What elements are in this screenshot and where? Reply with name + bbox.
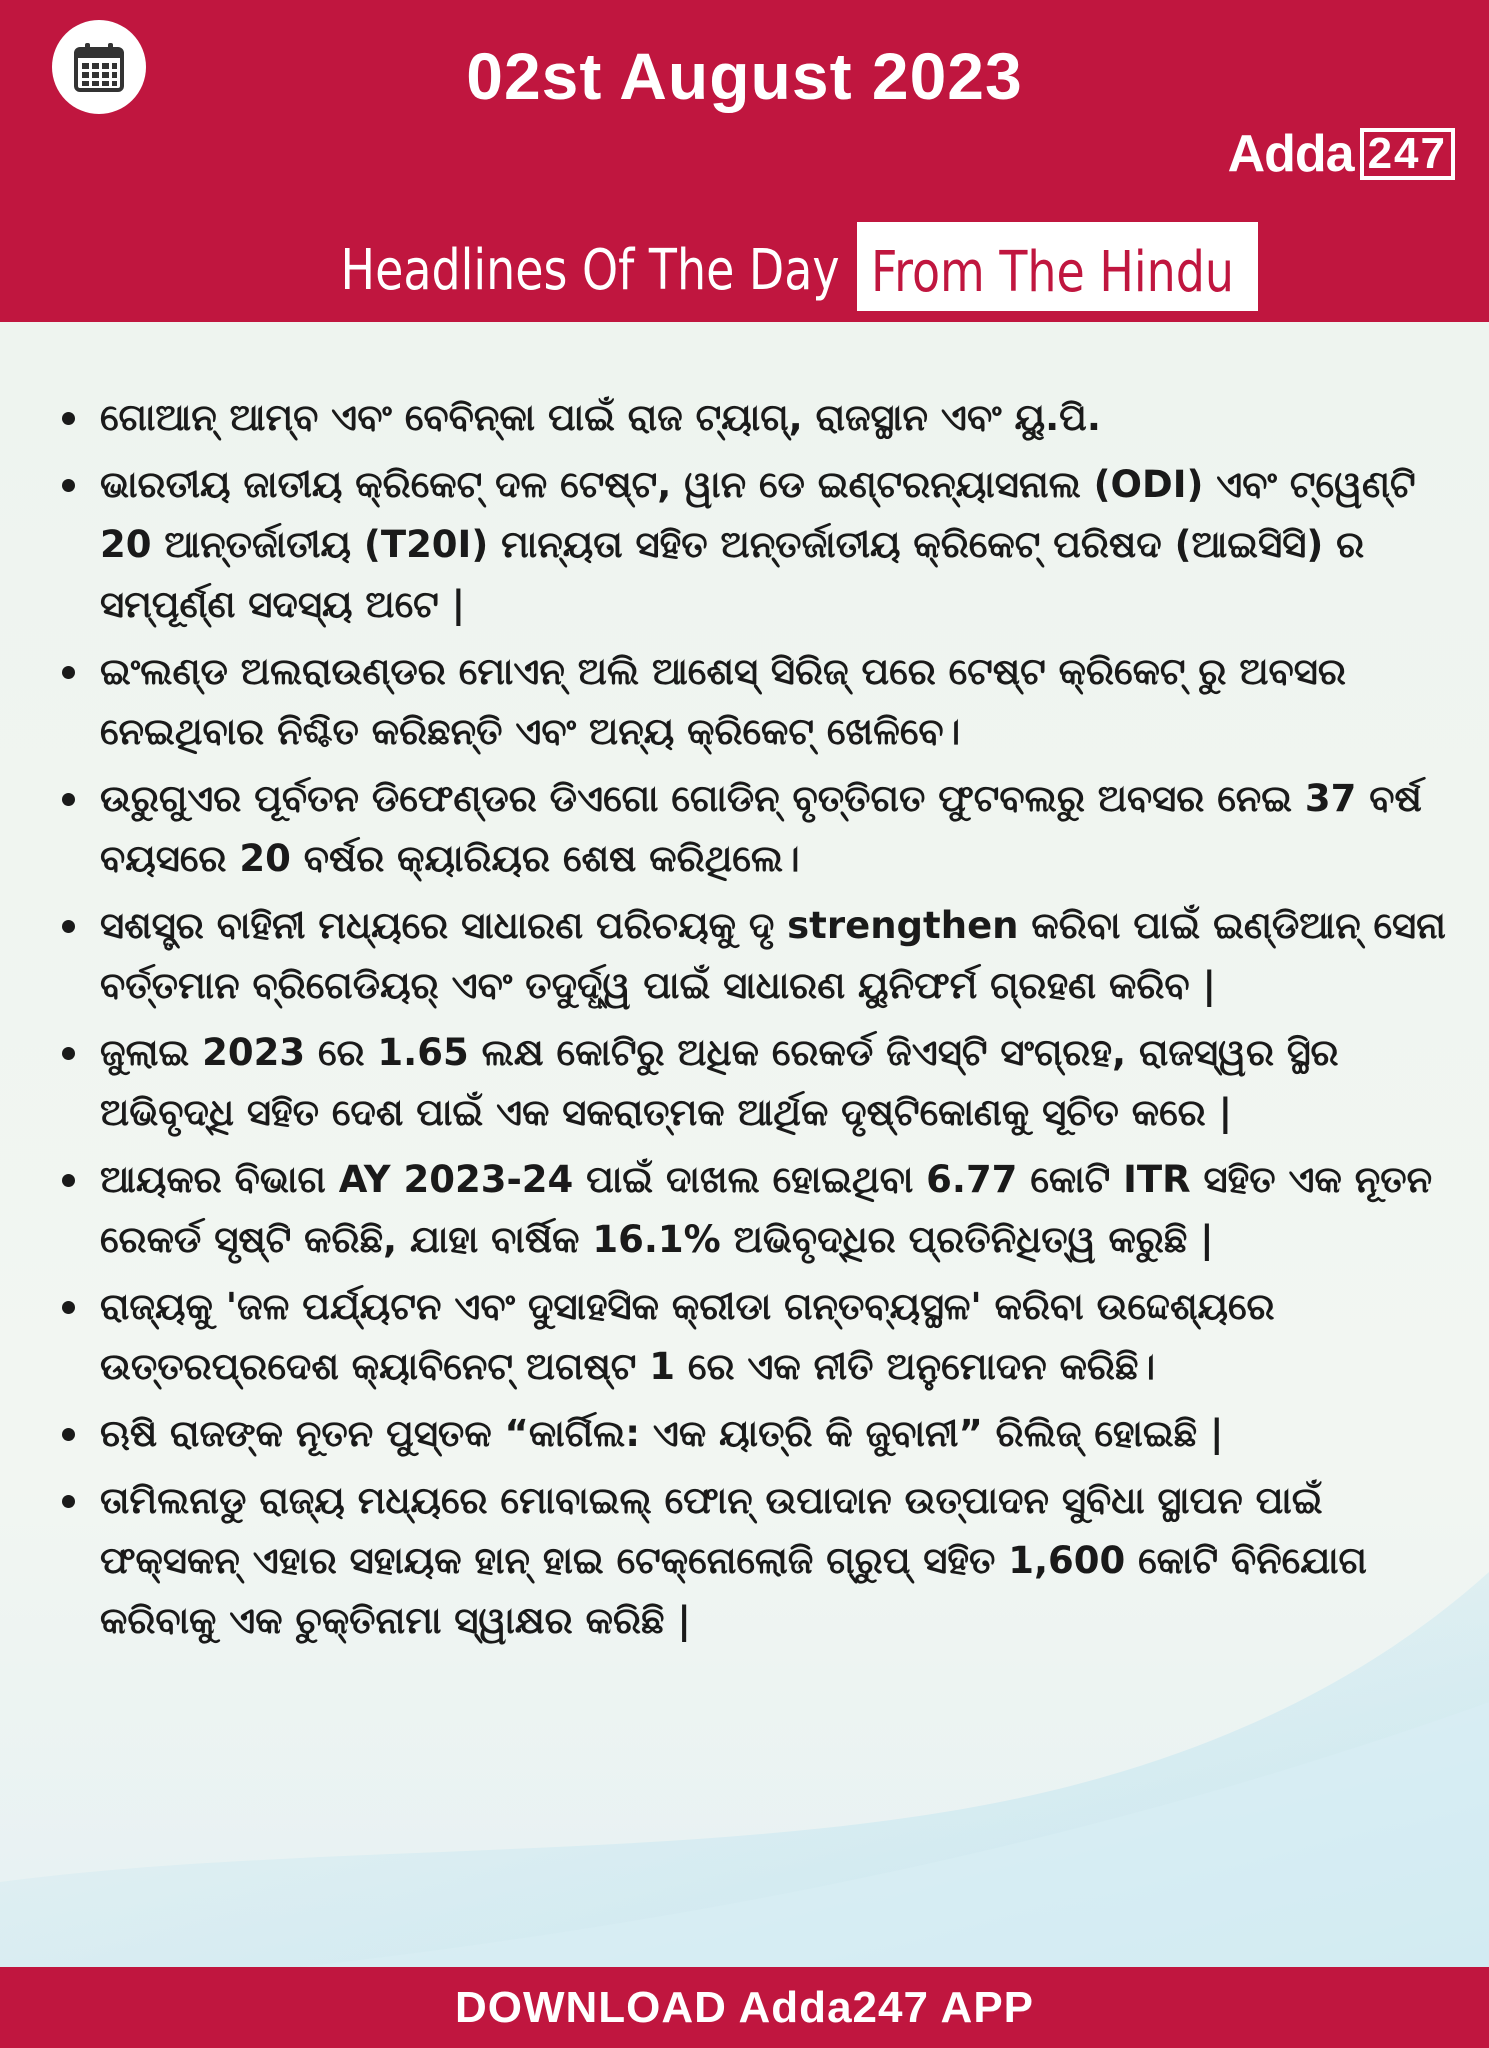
adda247-logo — [1228, 126, 1455, 182]
source-badge — [857, 222, 1258, 311]
list-item: ଉରୁଗୁଏର ପୂର୍ବତନ ଡିଫେଣ୍ଡର ଡିଏଗୋ ଗୋଡିନ୍ ବୃତ୍ତିଗତ ଫୁଟବଲରୁ ଅବସର ନେଇ 37 ବର୍ଷ ବୟସରେ 20 ବର୍ଷର କ୍ୟାରିୟର ଶେଷ କରିଥିଲେ। — [48, 769, 1448, 889]
list-item: ଭାରତୀୟ ଜାତୀୟ କ୍ରିକେଟ୍ ଦଳ ଟେଷ୍ଟ, ୱାନ ଡେ ଇଣ୍ଟରନ୍ୟାସନାଲ (ODI) ଏବଂ ଟ୍ୱେଣ୍ଟି 20 ଆନ୍ତର୍ଜାତୀୟ (T20I) ମାନ୍ୟତା ସହିତ ଅନ୍ତର୍ଜାତୀୟ କ୍ରିକେଟ୍ ପରିଷଦ (ଆଇସିସି) ର ସମ୍ପୂର୍ଣ୍ଣ ସଦସ୍ୟ ଅଟେ | — [48, 455, 1448, 635]
list-item: ତାମିଲନାଡୁ ରାଜ୍ୟ ମଧ୍ୟରେ ମୋବାଇଲ୍ ଫୋନ୍ ଉପାଦାନ ଉତ୍ପାଦନ ସୁବିଧା ସ୍ଥାପନ ପାଇଁ ଫକ୍ସକନ୍ ଏହାର ସହାୟକ ହାନ୍ ହାଇ ଟେକ୍ନୋଲୋଜି ଗ୍ରୁପ୍ ସହିତ 1,600 କୋଟି ବିନିଯୋଗ କରିବାକୁ ଏକ ଚୁକ୍ତିନାମା ସ୍ୱାକ୍ଷର କରିଛି | — [48, 1471, 1448, 1651]
list-item: ଋଷି ରାଜଙ୍କ ନୂତନ ପୁସ୍ତକ “କାର୍ଗିଲ: ଏକ ୟାତ୍ରି କି ଜୁବାନୀ” ରିଲିଜ୍ ହୋଇଛି | — [48, 1404, 1448, 1464]
list-item: ଇଂଲଣ୍ଡ ଅଲରାଉଣ୍ଡର ମୋଏନ୍ ଅଲି ଆଶେସ୍ ସିରିଜ୍ ପରେ ଟେଷ୍ଟ କ୍ରିକେଟ୍ ରୁ ଅବସର ନେଇଥିବାର ନିଶ୍ଚିତ କରିଛନ୍ତି ଏବଂ ଅନ୍ୟ କ୍ରିକେଟ୍ ଖେଳିବେ। — [48, 642, 1448, 762]
brand-text: Adda — [1227, 125, 1354, 183]
list-item: ଆୟକର ବିଭାଗ AY 2023-24 ପାଇଁ ଦାଖଲ ହୋଇଥିବା 6.77 କୋଟି ITR ସହିତ ଏକ ନୂତନ ରେକର୍ଡ ସୃଷ୍ଟି କରିଛି, ଯାହା ବାର୍ଷିକ 16.1% ଅଭିବୃଦ୍ଧିର ପ୍ରତିନିଧିତ୍ୱ କରୁଛି | — [48, 1150, 1448, 1270]
download-app-banner[interactable] — [0, 1967, 1489, 2048]
list-item: ଜୁଲାଇ 2023 ରେ 1.65 ଲକ୍ଷ କୋଟିରୁ ଅଧିକ ରେକର୍ଡ ଜିଏସ୍ଟି ସଂଗ୍ରହ, ରାଜସ୍ୱର ସ୍ଥିର ଅଭିବୃଦ୍ଧି ସହିତ ଦେଶ ପାଇଁ ଏକ ସକରାତ୍ମକ ଆର୍ଥିକ ଦୃଷ୍ଟିକୋଣକୁ ସୂଚିତ କରେ | — [48, 1023, 1448, 1143]
headline-label: Headlines Of The Day — [340, 238, 840, 303]
list-item: ସଶସ୍ତ୍ର ବାହିନୀ ମଧ୍ୟରେ ସାଧାରଣ ପରିଚୟକୁ ଦୃ strengthen କରିବା ପାଇଁ ଇଣ୍ଡିଆନ୍ ସେନା ବର୍ତ୍ତମାନ ବ୍ରିଗେଡିୟର୍ ଏବଂ ତଦୁର୍ଦ୍ଧ୍ୱ ପାଇଁ ସାଧାରଣ ୟୁନିଫର୍ମ ଗ୍ରହଣ କରିବ | — [48, 896, 1448, 1016]
page-date: 02st August 2023 — [466, 39, 1023, 113]
header-banner — [0, 0, 1489, 322]
list-item: ଗୋଆନ୍ ଆମ୍ବ ଏବଂ ବେବିନ୍କା ପାଇଁ ରାଜ ଟ୍ୟାଗ୍, ରାଜସ୍ଥାନ ଏବଂ ୟୁ.ପି. — [48, 388, 1448, 448]
headline-list — [48, 388, 1448, 1658]
list-item: ରାଜ୍ୟକୁ 'ଜଳ ପର୍ଯ୍ୟଟନ ଏବଂ ଦୁସାହସିକ କ୍ରୀଡା ଗନ୍ତବ୍ୟସ୍ଥଳ' କରିବା ଉଦ୍ଦେଶ୍ୟରେ ଉତ୍ତରପ୍ରଦେଶ କ୍ୟାବିନେଟ୍ ଅଗଷ୍ଟ 1 ରେ ଏକ ନୀତି ଅନୁମୋଦନ କରିଛି। — [48, 1277, 1448, 1397]
headlines-panel — [0, 322, 1489, 1967]
source-label: From The Hindu — [871, 240, 1235, 305]
headline-row — [0, 222, 1489, 311]
brand-number: 247 — [1360, 128, 1455, 180]
download-app-label[interactable]: DOWNLOAD Adda247 APP — [454, 1982, 1035, 2032]
